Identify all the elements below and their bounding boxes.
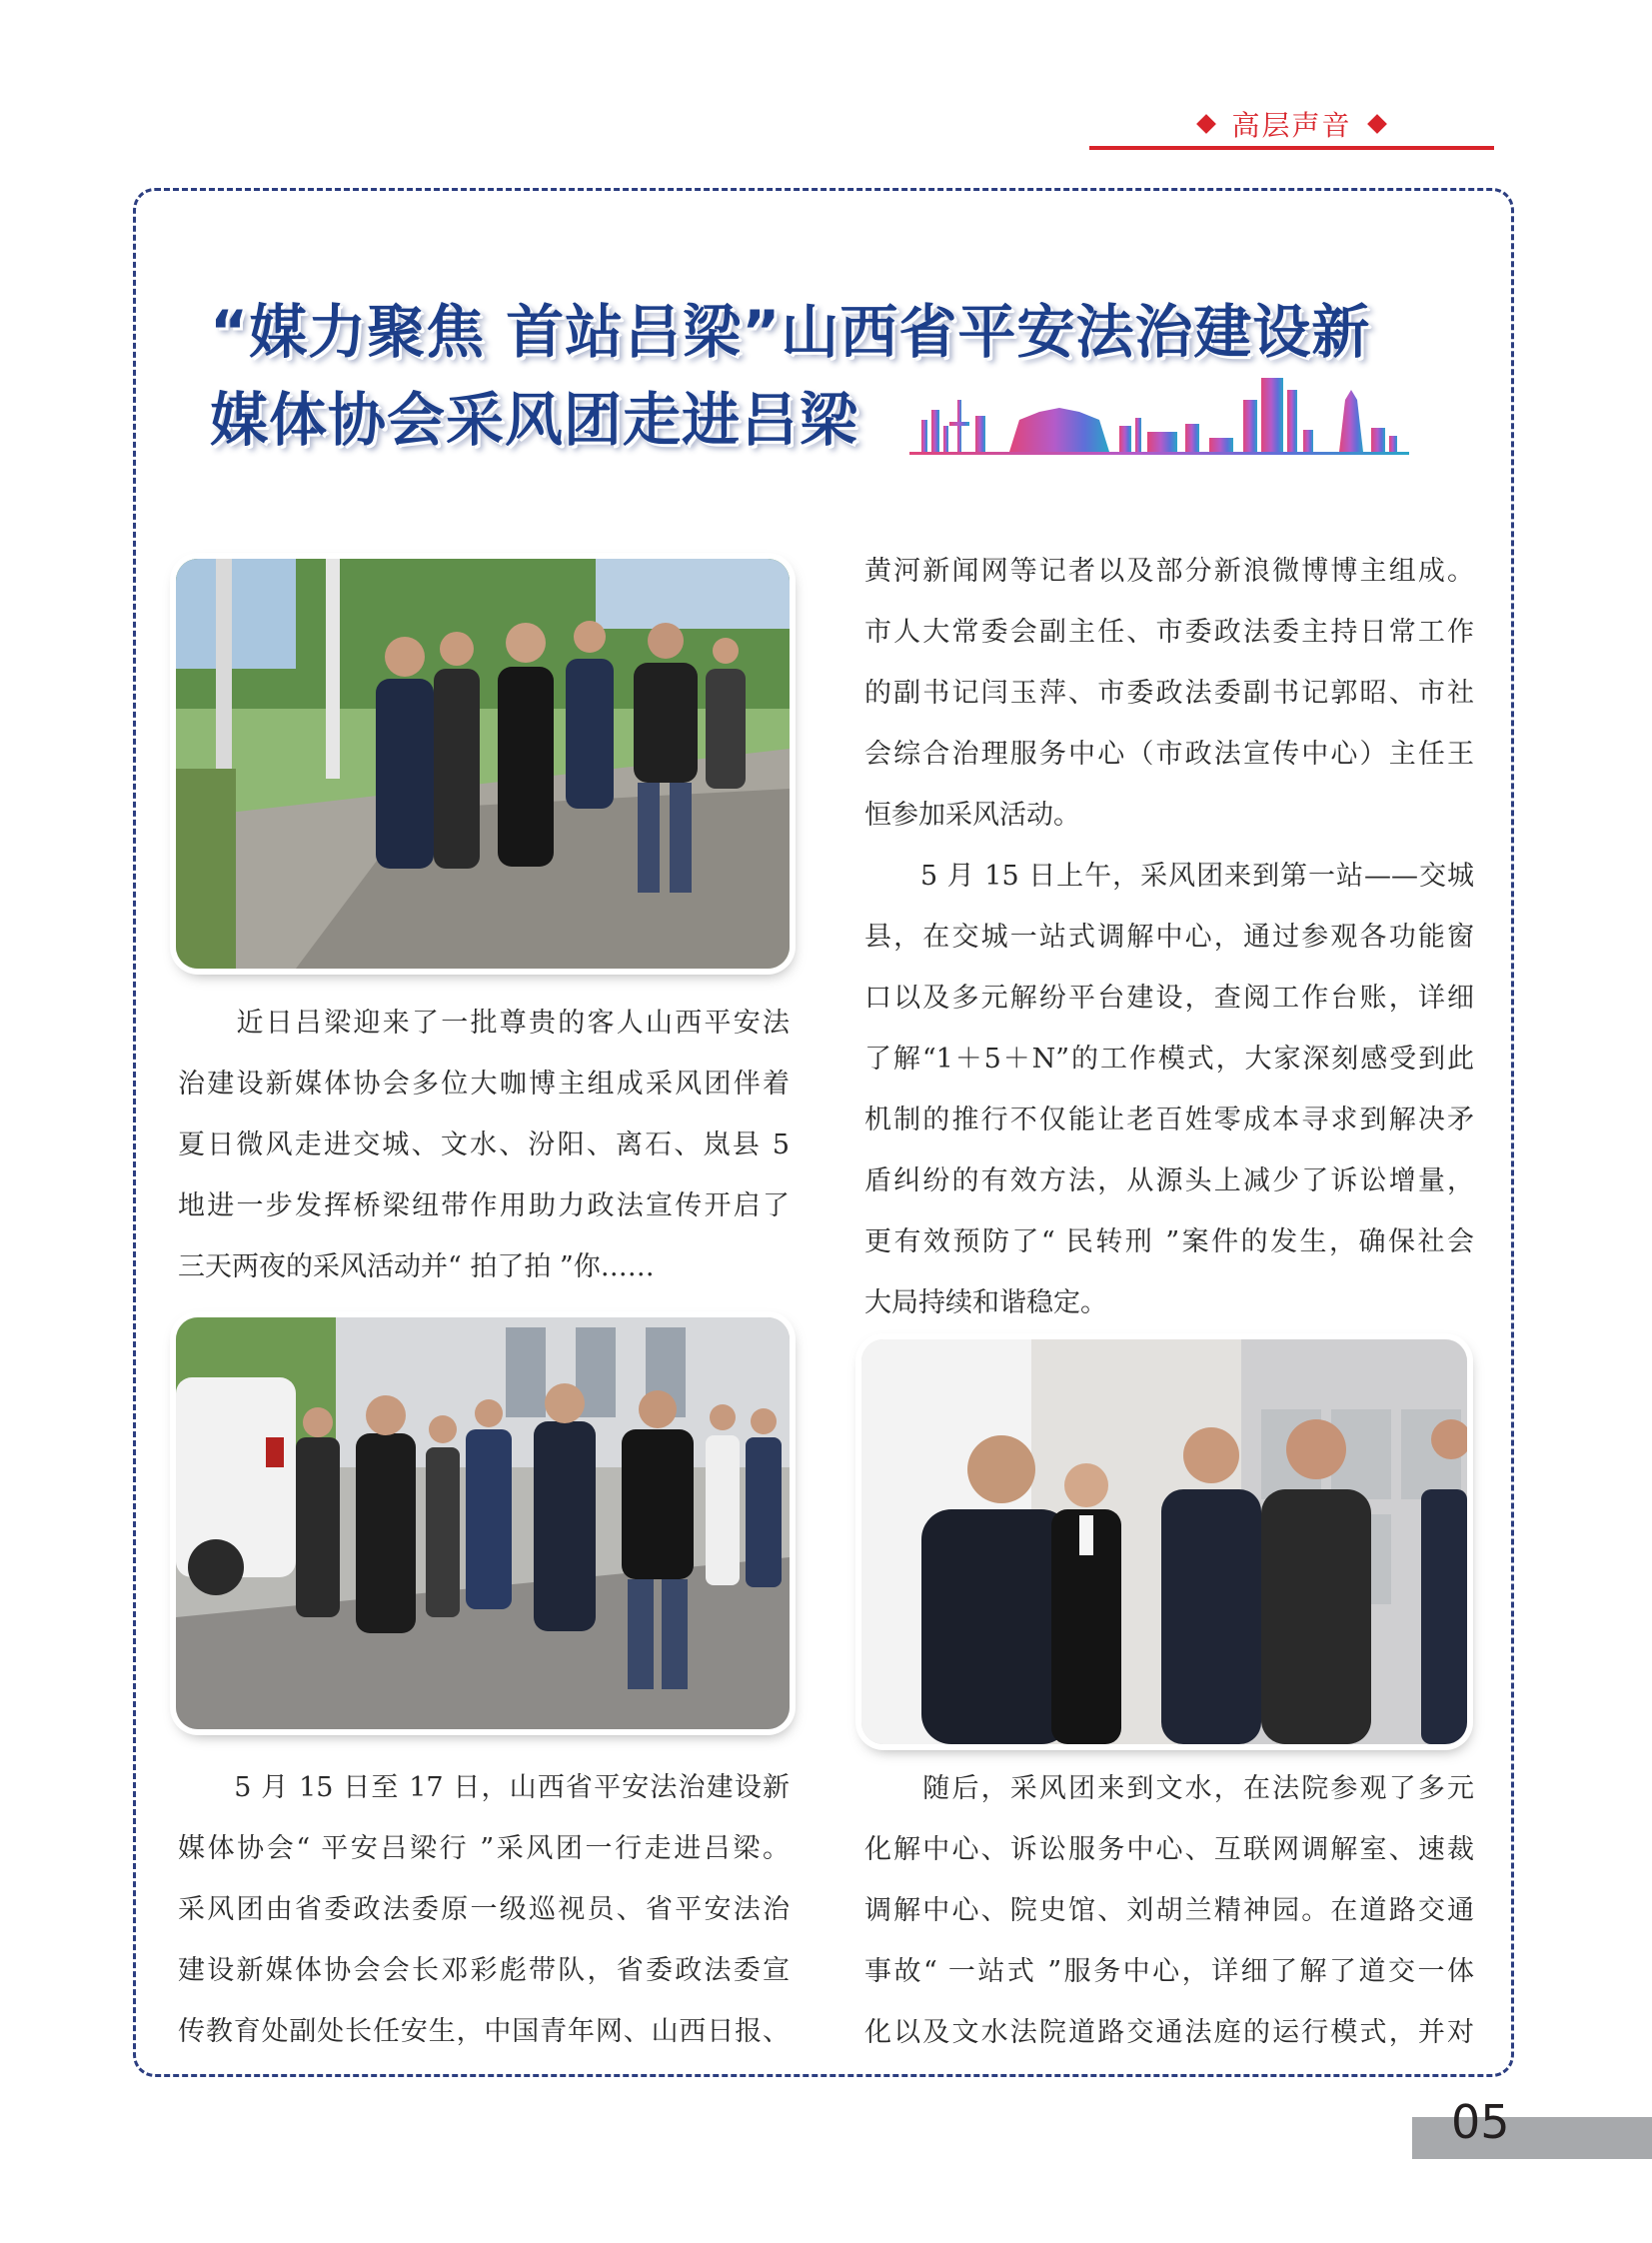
skyline-decoration [909, 360, 1409, 460]
text-line: 5 月 15 日至 17 日，山西省平安法治建设新 [178, 1772, 790, 1803]
text-line: 了解“1＋5＋N”的工作模式，大家深刻感受到此 [864, 1044, 1474, 1075]
text-line: 恒参加采风活动。 [864, 800, 1080, 831]
title-line-2: 媒体协会采风团走进吕梁 [210, 386, 859, 454]
text-line: 5 月 15 日上午，采风团来到第一站——交城 [864, 861, 1474, 892]
text-line: 化以及文水法院道路交通法庭的运行模式，并对 [864, 2017, 1474, 2048]
text-line: 治建设新媒体协会多位大咖博主组成采风团伴着 [178, 1069, 790, 1100]
text-line: 大局持续和谐稳定。 [864, 1287, 1107, 1318]
paragraph-intro [178, 993, 790, 1297]
diamond-icon [1367, 114, 1387, 134]
text-line: 采风团由省委政法委原一级巡视员、省平安法治 [178, 1894, 790, 1925]
page-number: 05 [1451, 2095, 1510, 2149]
text-line: 机制的推行不仅能让老百姓零成本寻求到解决矛 [864, 1105, 1474, 1135]
text-line: 事故“ 一站式 ”服务中心，详细了解了道交一体 [864, 1956, 1474, 1987]
text-line: 口以及多元解纷平台建设，查阅工作台账，详细 [864, 983, 1474, 1014]
section-rule [1089, 146, 1494, 150]
text-line: 三天两夜的采风活动并“ 拍了拍 ”你…… [178, 1251, 655, 1282]
text-line: 化解中心、诉讼服务中心、互联网调解室、速裁 [864, 1834, 1474, 1865]
text-line: 夏日微风走进交城、文水、汾阳、离石、岚县 5 [178, 1129, 790, 1160]
text-line: 建设新媒体协会会长邓彩彪带队，省委政法委宣 [178, 1955, 790, 1986]
text-line: 调解中心、院史馆、刘胡兰精神园。在道路交通 [864, 1895, 1474, 1926]
text-line: 地进一步发挥桥梁纽带作用助力政法宣传开启了 [178, 1190, 790, 1221]
text-line: 的副书记闫玉萍、市委政法委副书记郭昭、市社 [864, 678, 1474, 709]
text-line: 随后，采风团来到文水，在法院参观了多元 [864, 1773, 1474, 1804]
text-line: 黄河新闻网等记者以及部分新浪微博博主组成。 [864, 556, 1474, 587]
text-line: 县，在交城一站式调解中心，通过参观各功能窗 [864, 922, 1474, 953]
photo-group-parking [176, 1317, 790, 1729]
text-line: 更有效预防了“ 民转刑 ”案件的发生，确保社会 [864, 1226, 1474, 1257]
section-label: 高层声音 [1231, 109, 1352, 142]
diamond-icon [1197, 114, 1217, 134]
paragraph-may-15-17 [178, 1757, 790, 2062]
section-tag [1089, 98, 1494, 150]
page-number-bar [1412, 2117, 1652, 2159]
text-line: 盾纠纷的有效方法，从源头上减少了诉讼增量， [864, 1165, 1474, 1196]
text-line: 近日吕梁迎来了一批尊贵的客人山西平安法 [178, 1008, 790, 1039]
photo-indoor-visit [861, 1339, 1467, 1744]
photo-group-walking [176, 559, 790, 969]
text-line: 媒体协会“ 平安吕梁行 ”采风团一行走进吕梁。 [178, 1833, 790, 1864]
paragraph-wenshui [864, 1758, 1474, 2063]
paragraph-jiaocheng [864, 541, 1474, 1333]
text-line: 传教育处副处长任安生，中国青年网、山西日报、 [178, 2016, 790, 2047]
text-line: 市人大常委会副主任、市委政法委主持日常工作 [864, 617, 1474, 648]
title-line-1: “媒力聚焦 首站吕梁”山西省平安法治建设新 [210, 298, 1371, 366]
text-line: 会综合治理服务中心（市政法宣传中心）主任王 [864, 739, 1474, 770]
